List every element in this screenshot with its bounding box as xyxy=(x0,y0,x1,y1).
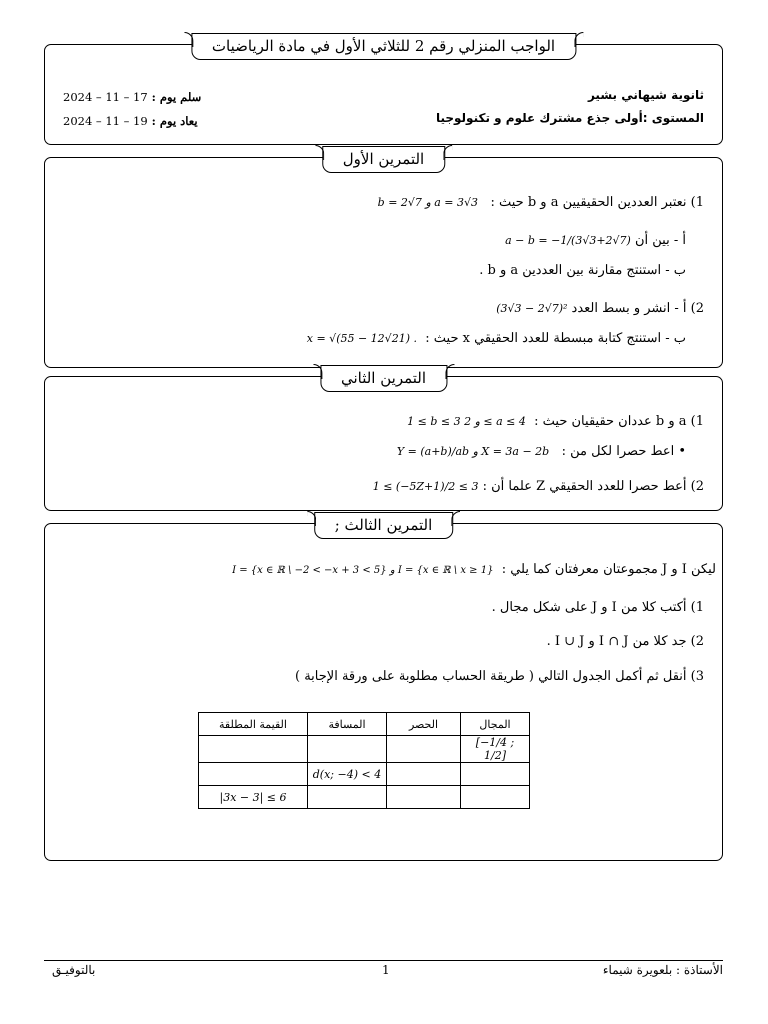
ex3-intro xyxy=(232,562,716,577)
ex1-q1b: ب - استنتج مقارنة بين العددين a و b . xyxy=(479,263,686,278)
ex1-q2b xyxy=(307,331,686,346)
table-cell xyxy=(308,736,387,763)
due-date-line xyxy=(63,114,198,128)
document-title: الواجب المنزلي رقم 2 للثلاثي الأول في مادة الرياضيات xyxy=(191,33,576,60)
ex1-q2a-text: 2) أ - انشر و بسط العدد xyxy=(571,301,704,316)
ex2-q1 xyxy=(407,414,704,429)
ex1-q1a-text: أ - بين أن xyxy=(635,233,686,248)
table-cell xyxy=(387,786,461,809)
ex2-q1-math: 1 ≤ b ≤ 3 و 2 ≤ a ≤ 4 xyxy=(407,415,526,428)
given-date: 2024 – 11 – 17 xyxy=(63,90,148,104)
ex1-q1-math: b = 2√7 و a = 3√3 xyxy=(377,196,479,209)
table-cell: [−1/4 ; 1/2] xyxy=(461,736,530,763)
ex1-q2b-text: ب - استنتج كتابة مبسطة للعدد الحقيقي x حيث : xyxy=(425,331,686,346)
ex2-q1-bullet-math: Y = (a+b)/ab و X = 3a − 2b xyxy=(396,445,550,458)
given-date-line xyxy=(63,90,201,104)
ex3-q2: 2) جد كلا من I ∩ J و I ∪ J . xyxy=(546,634,704,649)
ex2-q2-math: 1 ≤ (−5Z+1)/2 ≤ 3 xyxy=(372,480,479,493)
table-header-cell: المجال xyxy=(461,713,530,736)
header-box xyxy=(44,37,723,145)
exercise-2-title: التمرين الثاني xyxy=(320,365,447,392)
ex2-q1-bullet-text: • اعط حصرا لكل من : xyxy=(561,444,686,459)
due-date: 2024 – 11 – 19 xyxy=(63,114,148,128)
ex3-intro-math: I = {x ∈ ℝ \ −2 < −x + 3 < 5} و I = {x ∈ ℝ \ x ≥ 1} xyxy=(232,565,494,576)
ex1-q1 xyxy=(378,195,704,210)
class-level: المستوى :أولى جذع مشترك علوم و تكنولوجيا xyxy=(435,111,704,125)
table-cell xyxy=(387,763,461,786)
teacher-name: الأستاذة : بلعويرة شيماء xyxy=(602,963,723,977)
ex3-intro-text: ليكن I و J مجموعتان معرفتان كما يلي : xyxy=(501,562,716,577)
exercise-2-box xyxy=(44,369,723,511)
table-row xyxy=(199,763,530,786)
exercise-1-title: التمرين الأول xyxy=(322,146,445,173)
ex1-q2a-math: (3√3 − 2√7)² xyxy=(496,302,568,315)
ex1-q1a-math: a − b = −1/(3√3+2√7) xyxy=(505,234,631,247)
ex3-q1: 1) أكتب كلا من I و J على شكل مجال . xyxy=(491,600,704,615)
page-footer xyxy=(44,960,723,977)
intervals-table xyxy=(198,712,530,809)
ex1-q2b-math: x = √(55 − 12√21) . xyxy=(306,332,417,345)
ex3-q3: 3) أنقل ثم أكمل الجدول التالي ( طريقة الحساب مطلوبة على ورقة الإجابة ) xyxy=(295,669,704,684)
table-cell xyxy=(461,763,530,786)
ex2-q2-text: 2) أعط حصرا للعدد الحقيقي Z علما أن : xyxy=(482,479,704,494)
exercise-1-box xyxy=(44,150,723,368)
good-luck: بالتوفيـق xyxy=(52,963,96,977)
ex1-q2a xyxy=(496,301,704,316)
ex1-q1-text: 1) نعتبر العددين الحقيقيين a و b حيث : xyxy=(490,195,704,210)
exercise-3-box xyxy=(44,516,723,861)
table-cell: d(x; −4) < 4 xyxy=(308,763,387,786)
page-number: 1 xyxy=(382,963,390,977)
ex2-q1-bullet xyxy=(397,444,686,459)
table-cell xyxy=(387,736,461,763)
ex1-q1a xyxy=(505,233,686,248)
ex2-q1-text: 1) a و b عددان حقيقيان حيث : xyxy=(534,414,704,429)
table-row xyxy=(199,786,530,809)
exercise-3-title: التمرين الثالث ; xyxy=(314,512,454,539)
due-label: يعاد يوم : xyxy=(151,114,198,128)
table-cell xyxy=(199,736,308,763)
school-name: ثانوية شيهاني بشير xyxy=(587,88,704,102)
table-header-cell: المسافة xyxy=(308,713,387,736)
table-cell xyxy=(199,763,308,786)
table-header-row xyxy=(199,713,530,736)
table-header-cell: الحصر xyxy=(387,713,461,736)
table-row xyxy=(199,736,530,763)
table-cell xyxy=(461,786,530,809)
ex2-q2 xyxy=(373,479,704,494)
table-cell xyxy=(308,786,387,809)
table-header-cell: القيمة المطلقة xyxy=(199,713,308,736)
table-cell: |3x − 3| ≤ 6 xyxy=(199,786,308,809)
given-label: سلم يوم : xyxy=(151,90,202,104)
